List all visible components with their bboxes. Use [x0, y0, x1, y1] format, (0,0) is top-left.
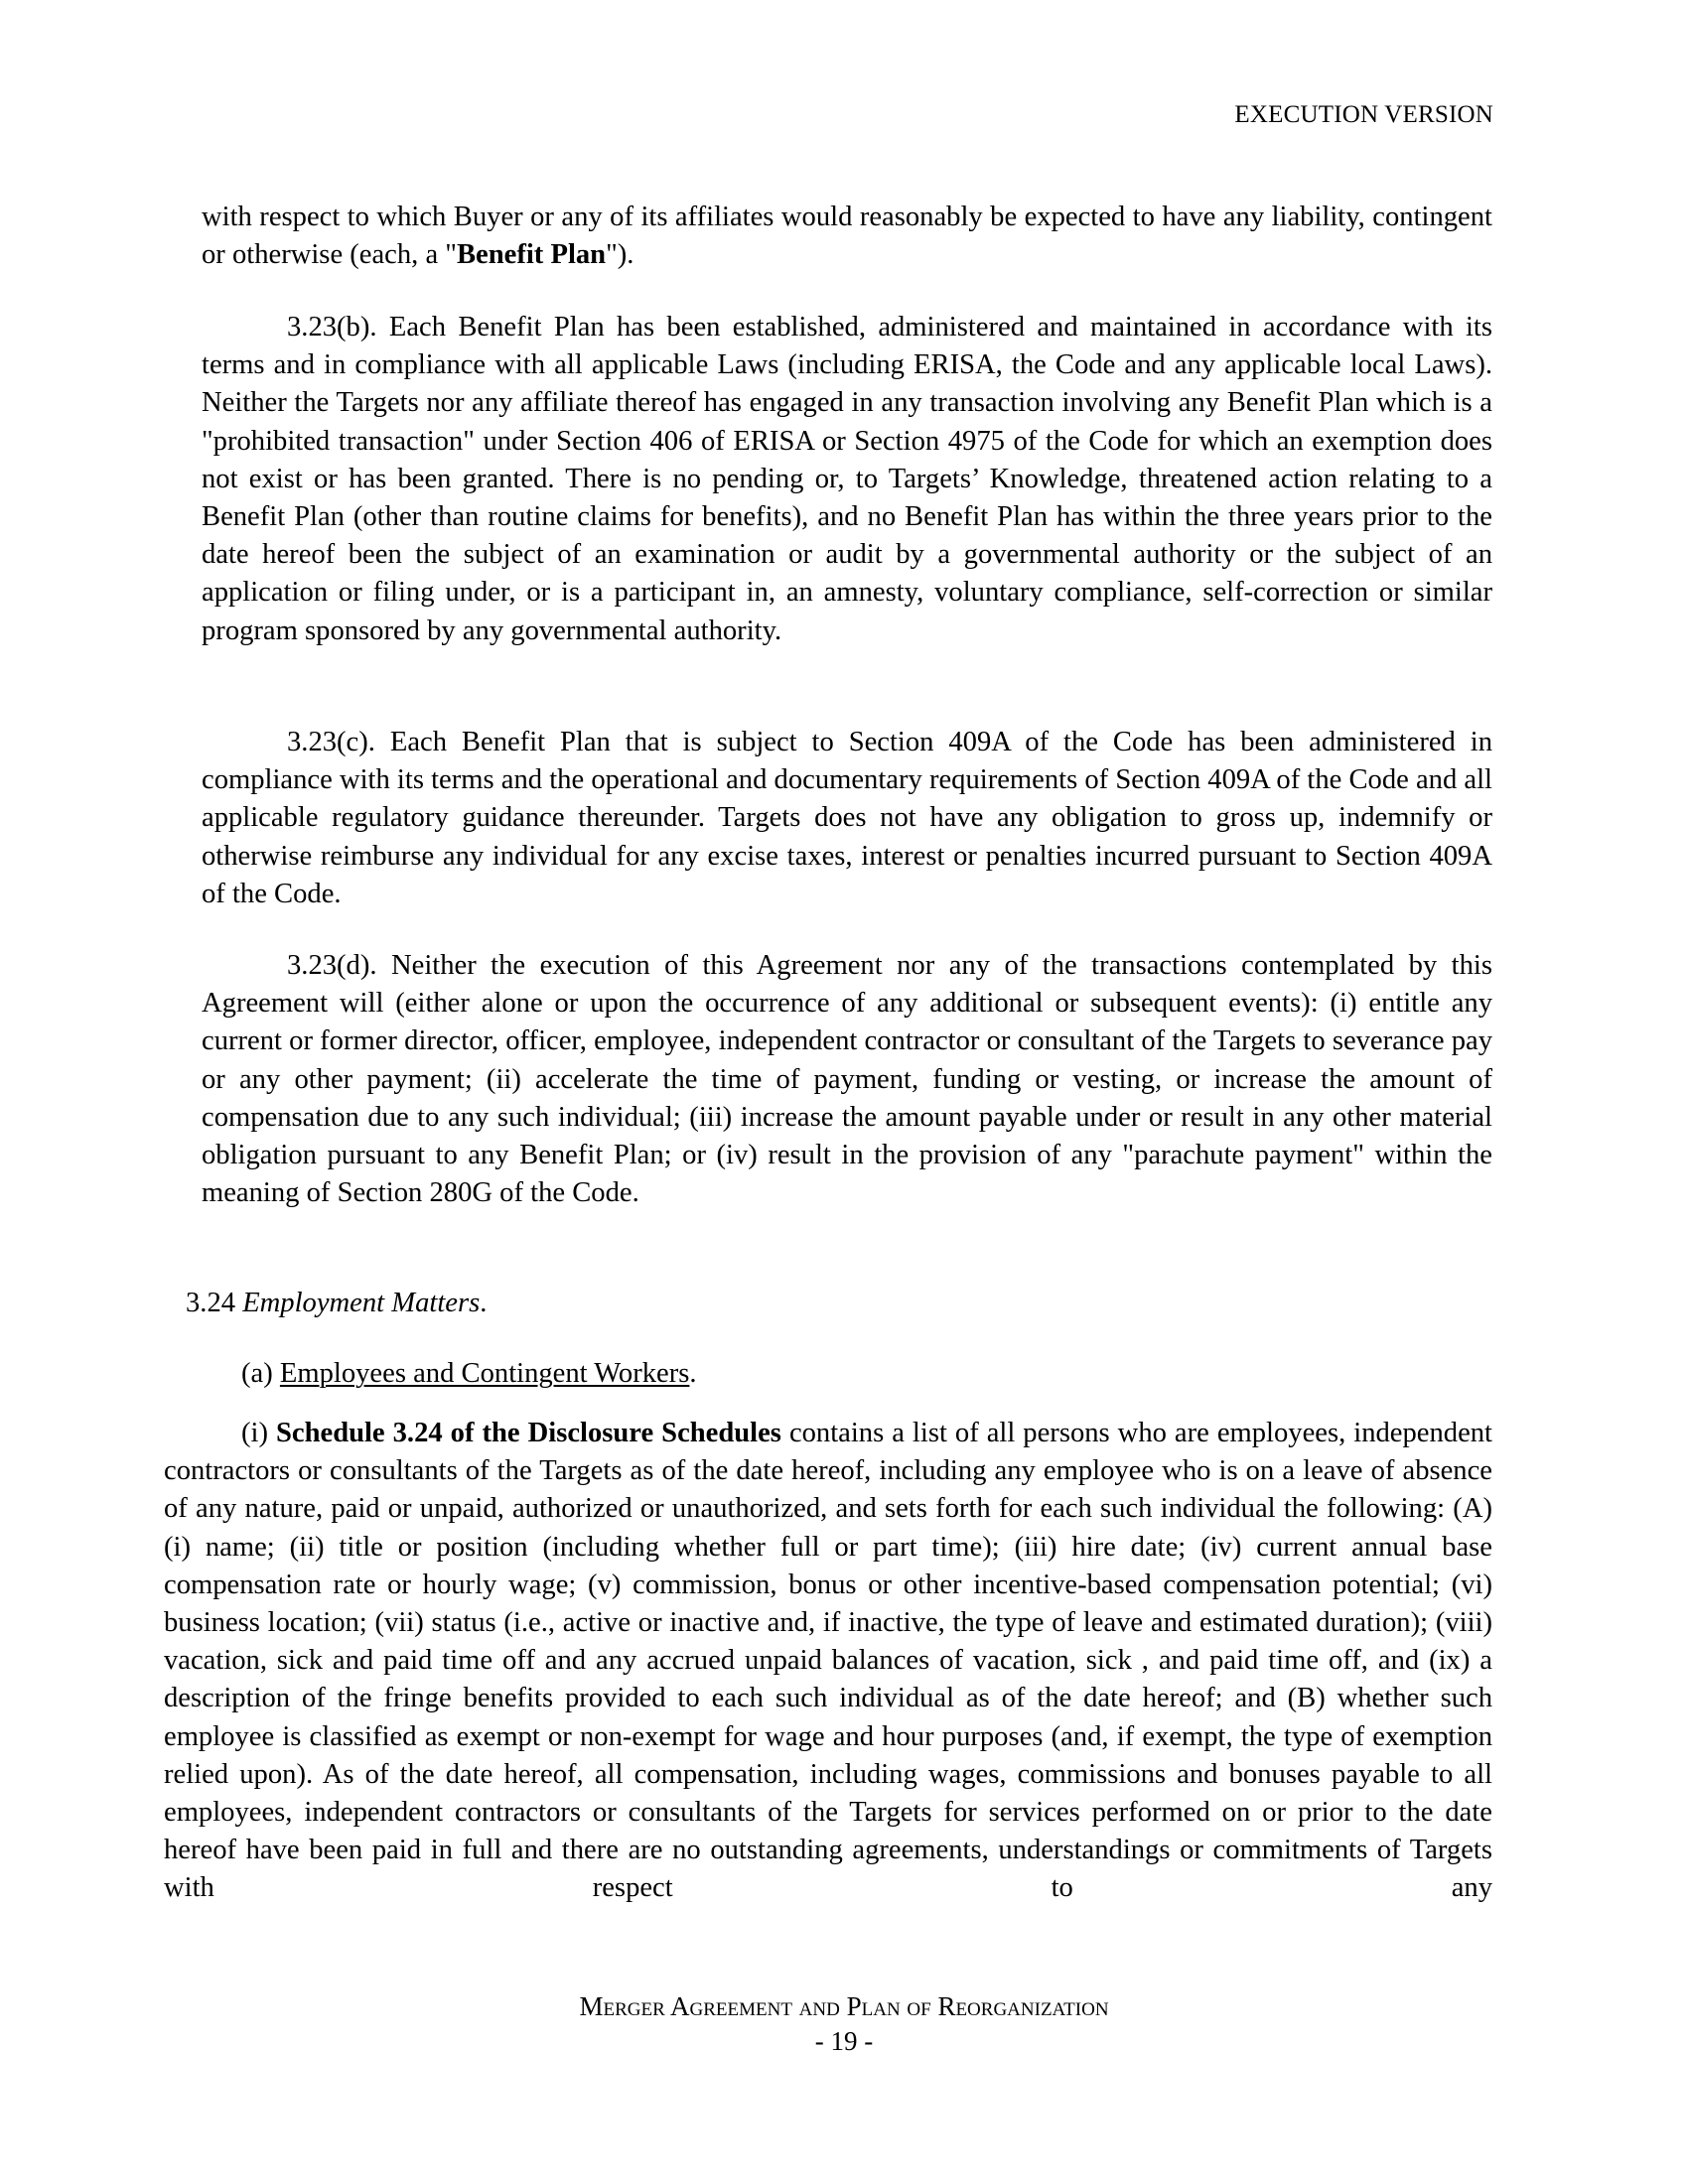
paragraph-text: "). — [606, 239, 634, 271]
subsection-title: Employees and Contingent Workers — [279, 1358, 690, 1389]
section-heading-3-24 — [186, 1285, 487, 1322]
defined-term: Benefit Plan — [456, 239, 607, 271]
section-trailing: . — [480, 1288, 488, 1318]
paragraph-text: with respect to which Buyer or any of its affiliates would reasonably be expected to have any liability, contingent or otherwise (each, a " — [202, 202, 1492, 271]
paragraph-3-23-d: 3.23(d). Neither the execution of this Agreement nor any of the transactions contemplated by this Agreement will (either alone or upon the occurrence of any additional or subsequent events): (i) entitle any current or former director, officer, employee, independent contractor or consultant of the Targets to severance pay or any other payment; (ii) accelerate the time of payment, funding or vesting, or increase the amount of compensation due to any such individual; (iii) increase the amount payable under or result in any other material obligation pursuant to any Benefit Plan; or (iv) result in the provision of any "parachute payment" within the meaning of Section 280G of the Code. — [202, 950, 1492, 1209]
page-number: - 19 - — [814, 2026, 874, 2056]
section-number: 3.24 — [186, 1288, 243, 1318]
schedule-reference: Schedule 3.24 of the Disclosure Schedules — [276, 1418, 781, 1448]
paragraph-3-23-c: 3.23(c). Each Benefit Plan that is subject to Section 409A of the Code has been administered in compliance with its terms and the operational and documentary requirements of Section 409A of the Code and all applicable regulatory guidance thereunder. Targets does not have any obligation to gross up, indemnify or otherwise reimburse any individual for any excise taxes, interest or penalties incurred pursuant to Section 409A of the Code. — [202, 727, 1492, 909]
section-title: Employment Matters — [242, 1288, 481, 1318]
subsection-trailing: . — [689, 1358, 697, 1389]
footer-document-title: Merger Agreement and Plan of Reorganization — [579, 1991, 1109, 2021]
paragraph-benefit-plan-definition — [202, 199, 1492, 274]
paragraph-text: contains a list of all persons who are employees, independent contractors or consultants of the Targets as of the date hereof, including any employee who is on a leave of absence of any nature, paid or unpaid, authorized or unauthorized, and sets forth for each such individual the following: (A) (i) name; (ii) title or position (including whether full or part time); (iii) hire date; (iv) current annual base compensation rate or hourly wage; (v) commission, bonus or other incentive-based compensation potential; (vi) business location; (vii) status (i.e., active or inactive and, if inactive, the type of leave and estimated duration); (viii) vacation, sick and paid time off and any accrued unpaid balances of vacation, sick , and paid time off, and (ix) a description of the fringe benefits provided to each such individual as of the date hereof; and (B) whether such employee is classified as exempt or non-exempt for wage and hour purposes (and, if exempt, the type of exemption relied upon). As of the date hereof, all compensation, including wages, commissions and bonuses payable to all employees, independent contractors or consultants of the Targets for services performed on or prior to the date hereof have been paid in full and there are no outstanding agreements, understandings or commitments of Targets with respect to any — [164, 1418, 1493, 1904]
execution-version-header: EXECUTION VERSION — [1234, 101, 1493, 128]
subsection-label: (a) — [241, 1358, 280, 1389]
paragraph-3-24-a-i — [164, 1415, 1492, 1908]
subsection-heading-a — [241, 1355, 697, 1393]
paragraph-3-23-b: 3.23(b). Each Benefit Plan has been established, administered and maintained in accordance with its terms and in compliance with all applicable Laws (including ERISA, the Code and any applicable local Laws). Neither the Targets nor any affiliate thereof has engaged in any transaction involving any Benefit Plan which is a "prohibited transaction" under Section 406 of ERISA or Section 4975 of the Code for which an exemption does not exist or has been granted. There is no pending or, to Targets’ Knowledge, threatened action relating to a Benefit Plan (other than routine claims for benefits), and no Benefit Plan has within the three years prior to the date hereof been the subject of an examination or audit by a governmental authority or the subject of an application or filing under, or is a participant in, an amnesty, voluntary compliance, self-correction or similar program sponsored by any governmental authority. — [202, 312, 1492, 646]
paragraph-lead: (i) — [241, 1418, 276, 1448]
